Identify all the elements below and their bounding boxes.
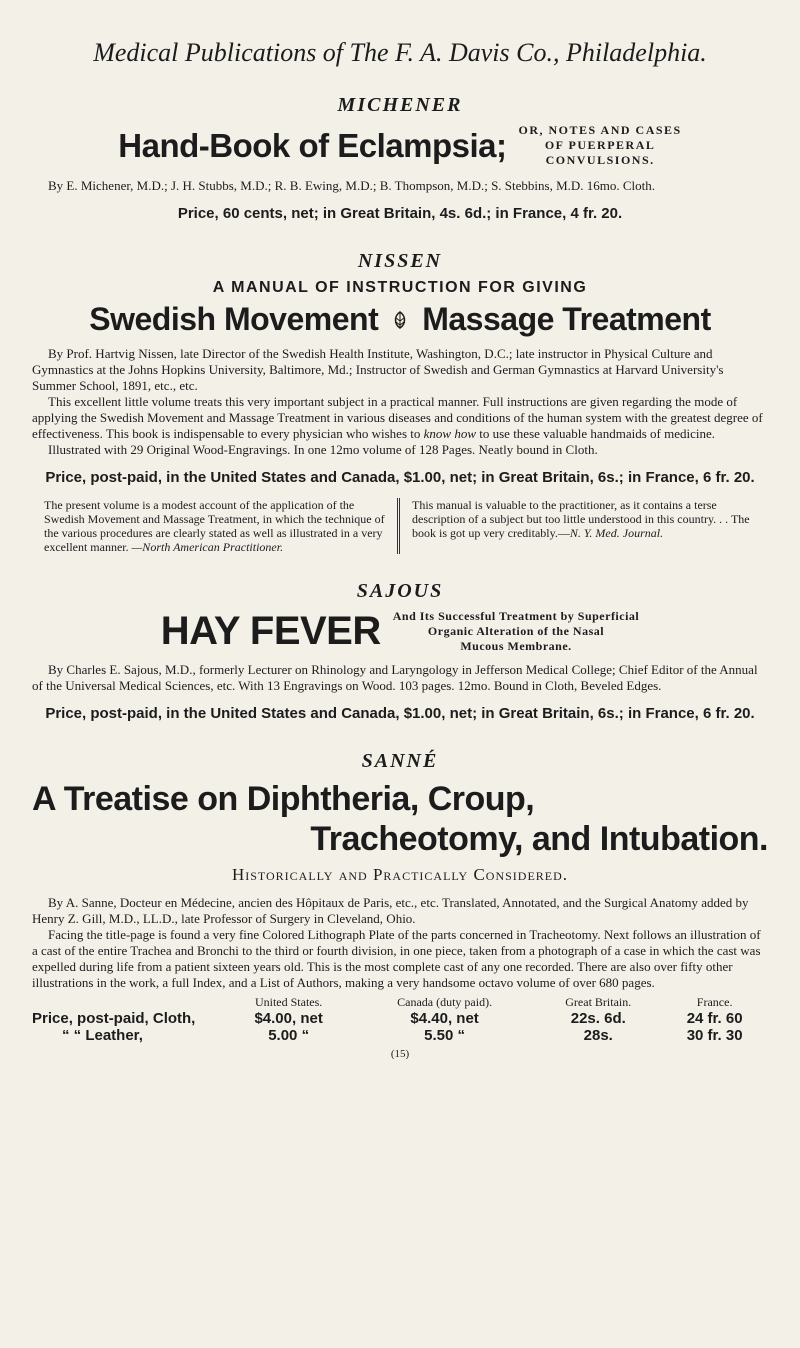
price-line: Price, post-paid, in the United States and Canada, $1.00, net; in Great Britain, 6s.; in France, 6 fr. 20. bbox=[45, 705, 755, 722]
column-header: United States. bbox=[254, 995, 323, 1009]
author-heading: MICHENER bbox=[337, 94, 463, 116]
aside-line: CONVULSIONS. bbox=[545, 153, 655, 167]
aside-line: Organic Alteration of the Nasal bbox=[427, 624, 605, 638]
nissen-entry bbox=[32, 250, 768, 554]
review-source: —North American Practitioner. bbox=[131, 540, 284, 554]
sajous-entry bbox=[32, 580, 768, 724]
row-label: Price, post-paid, Cloth, bbox=[32, 1010, 196, 1027]
byline: By E. Michener, M.D.; J. H. Stubbs, M.D.; R. B. Ewing, M.D.; B. Thompson, M.D.; S. Stebbins, M.D. 16mo. Cloth. bbox=[48, 178, 656, 193]
book-title-left: Swedish Movement bbox=[89, 301, 379, 337]
author-heading: NISSEN bbox=[357, 250, 443, 272]
review-text: The present volume is a modest account of the application of the Swedish Movement and Massage Treatment, in which the technique of the various procedures are clearly stated as well as illustrated in a very excellent manner. bbox=[44, 498, 385, 554]
review-source: N. Y. Med. Journal. bbox=[569, 526, 664, 540]
book-title-line-2: Tracheotomy, and Intubation. bbox=[310, 820, 768, 858]
price-line: Price, 60 cents, net; in Great Britain, 4s. 6d.; in France, 4 fr. 20. bbox=[177, 205, 623, 222]
description-text: This excellent little volume treats this very important subject in a practical manner. Full instructions are given regarding the mode of applying the Swedish Movement and Massage Treatment in various diseases and conditions of the human system with the greatest degree of effectiveness. This book is indispensable to every physician who wishes to bbox=[32, 394, 763, 441]
author-heading: SANNÉ bbox=[361, 750, 439, 772]
table-cell: 24 fr. 60 bbox=[686, 1010, 743, 1027]
table-cell: 5.00 “ bbox=[268, 1027, 310, 1044]
book-subtitle: A MANUAL OF INSTRUCTION FOR GIVING bbox=[212, 279, 588, 296]
title-aside bbox=[393, 609, 640, 654]
table-cell: 22s. 6d. bbox=[570, 1010, 626, 1027]
book-title-right: Massage Treatment bbox=[422, 301, 711, 337]
author-heading: SAJOUS bbox=[356, 580, 444, 602]
sanne-entry bbox=[32, 750, 768, 1060]
review-left bbox=[32, 498, 400, 554]
description-emphasis: know how bbox=[423, 426, 476, 441]
byline: By Charles E. Sajous, M.D., formerly Lecturer on Rhinology and Laryngology in Jefferson Medical College; Chief Editor of the Annual of the Universal Medical Sciences, etc. With 13 Engravings on Wood. 103 pages. 12mo. Bound in Cloth, Beveled Edges. bbox=[32, 662, 758, 693]
aside-line: Mucous Membrane. bbox=[460, 639, 572, 653]
page-number: (15) bbox=[390, 1048, 410, 1060]
table-cell: 28s. bbox=[583, 1027, 613, 1044]
fleuron-icon bbox=[390, 310, 410, 330]
description: Illustrated with 29 Original Wood-Engravings. In one 12mo volume of 128 Pages. Neatly bound in Cloth. bbox=[48, 442, 598, 457]
title-line bbox=[32, 123, 768, 168]
title-line bbox=[32, 609, 768, 654]
aside-line: OF PUERPERAL bbox=[544, 138, 656, 152]
book-title: HAY FEVER bbox=[160, 609, 381, 653]
price-line: Price, post-paid, in the United States and Canada, $1.00, net; in Great Britain, 6s.; in France, 6 fr. 20. bbox=[45, 469, 755, 486]
book-title-line-1: A Treatise on Diphtheria, Croup, bbox=[32, 780, 535, 818]
reviews bbox=[32, 498, 768, 554]
title-line bbox=[32, 301, 768, 338]
byline: By A. Sanne, Docteur en Médecine, ancien des Hôpitaux de Paris, etc., etc. Translated, Annotated, and the Surgical Anatomy added by Henry Z. Gill, M.D., LL.D., late Professor of Surgery in Cleveland, Ohio. bbox=[32, 895, 749, 926]
book-title: Hand-Book of Eclampsia; bbox=[118, 126, 507, 164]
price-table bbox=[32, 995, 768, 1044]
title-aside bbox=[519, 123, 682, 168]
table-cell: 30 fr. 30 bbox=[686, 1027, 743, 1044]
book-subtitle: Historically and Practically Considered. bbox=[231, 865, 569, 884]
price-table-header bbox=[32, 995, 768, 1010]
column-header: France. bbox=[696, 995, 733, 1009]
column-header: Great Britain. bbox=[565, 995, 632, 1009]
table-row bbox=[32, 1010, 768, 1027]
michener-entry bbox=[32, 94, 768, 224]
column-header: Canada (duty paid). bbox=[397, 995, 493, 1009]
table-row bbox=[32, 1027, 768, 1044]
byline: By Prof. Hartvig Nissen, late Director of the Swedish Health Institute, Washington, D.C.; late instructor in Physical Culture and Gymnastics at the Johns Hopkins University, Baltimore, Md.; Instructor of Swedish and German Gymnastics at Harvard University's Summer School, 1891, etc., etc. bbox=[32, 346, 724, 393]
page-header: Medical Publications of The F. A. Davis Co., Philadelphia. bbox=[93, 38, 707, 67]
table-cell: $4.40, net bbox=[410, 1010, 479, 1027]
row-label: “ “ Leather, bbox=[62, 1027, 143, 1044]
review-text: This manual is valuable to the practitioner, as it contains a terse description of a subject but too little understood in this country. . . The book is got up very creditably.— bbox=[412, 498, 750, 540]
review-right bbox=[400, 498, 768, 554]
description: Facing the title-page is found a very fine Colored Lithograph Plate of the parts concerned in Tracheotomy. Next follows an illustration of a cast of the entire Trachea and Bronchi to the third or fourth division, in one piece, taken from a photograph of a case in which the cast was expelled during life from a patient sixteen years old. This is the most complete cast of any one recorded. There are also over fifty other illustrations in the work, a full Index, and a List of Authors, making a very handsome octavo volume of over 680 pages. bbox=[32, 927, 761, 990]
aside-line: And Its Successful Treatment by Superficial bbox=[392, 609, 640, 623]
description-text: to use these valuable handmaids of medicine. bbox=[479, 426, 715, 441]
aside-line: OR, NOTES AND CASES bbox=[518, 123, 682, 137]
description bbox=[32, 394, 768, 442]
table-cell: $4.00, net bbox=[254, 1010, 323, 1027]
table-cell: 5.50 “ bbox=[424, 1027, 466, 1044]
